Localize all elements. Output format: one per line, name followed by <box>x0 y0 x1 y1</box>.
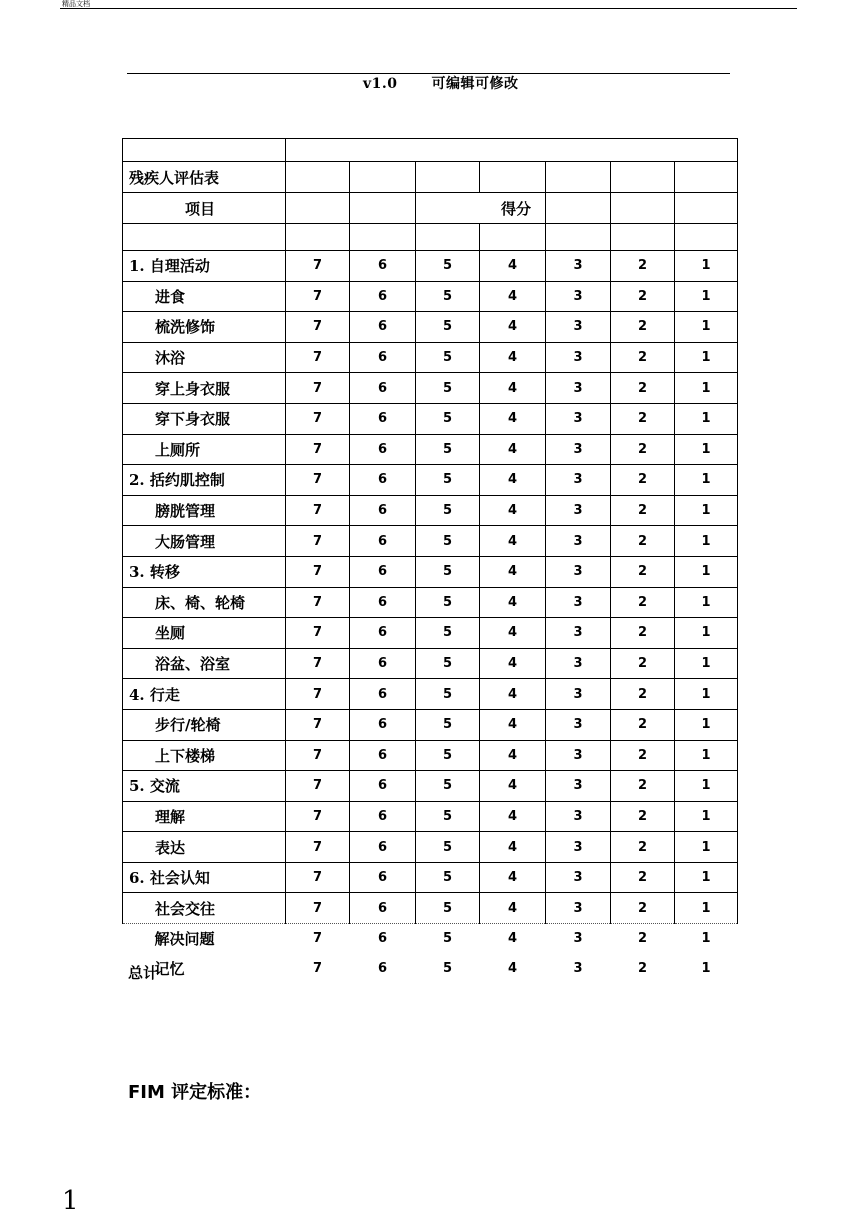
score-cell: 6 <box>350 679 416 710</box>
score-cell: 1 <box>675 495 738 526</box>
table-row <box>123 495 738 526</box>
score-cell: 4 <box>480 587 546 618</box>
score-cell: 7 <box>286 862 350 893</box>
item-label: 3. 转移 <box>123 556 286 587</box>
spacer-row <box>123 224 738 251</box>
score-cell: 1 <box>675 832 738 863</box>
score-cell: 4 <box>480 434 546 465</box>
score-cell: 1 <box>675 281 738 312</box>
editable-text: 可编辑可修改 <box>431 76 519 92</box>
score-cell: 7 <box>312 960 323 976</box>
score-cell: 7 <box>286 403 350 434</box>
item-label: 穿下身衣服 <box>123 403 286 434</box>
item-label: 大肠管理 <box>123 526 286 557</box>
score-cell: 2 <box>611 832 675 863</box>
score-cell: 7 <box>286 342 350 373</box>
score-cell: 2 <box>611 801 675 832</box>
score-cell: 2 <box>611 526 675 557</box>
score-cell: 3 <box>546 709 611 740</box>
item-label: 浴盆、浴室 <box>123 648 286 679</box>
score-cell: 1 <box>701 931 711 947</box>
score-cell: 6 <box>350 862 416 893</box>
score-cell: 1 <box>675 893 738 924</box>
item-label: 沐浴 <box>123 342 286 373</box>
score-cell: 4 <box>480 403 546 434</box>
score-cell: 5 <box>416 373 480 404</box>
score-cell: 5 <box>416 403 480 434</box>
score-cell: 5 <box>416 648 480 679</box>
score-cell: 3 <box>546 862 611 893</box>
score-cell: 3 <box>546 434 611 465</box>
score-cell: 2 <box>611 281 675 312</box>
version-line <box>363 73 519 93</box>
score-cell: 4 <box>480 618 546 649</box>
title-row <box>123 162 738 193</box>
item-label: 坐厕 <box>123 618 286 649</box>
table-row <box>123 434 738 465</box>
table-row <box>123 893 738 924</box>
score-cell: 5 <box>416 893 480 924</box>
score-cell: 5 <box>416 801 480 832</box>
item-label: 2. 括约肌控制 <box>123 465 286 496</box>
score-cell: 3 <box>546 312 611 343</box>
score-cell: 6 <box>350 740 416 771</box>
score-cell: 1 <box>675 465 738 496</box>
top-label: 精品文档 <box>62 0 90 8</box>
score-cell: 1 <box>675 771 738 802</box>
score-cell: 7 <box>286 465 350 496</box>
item-label: 穿上身衣服 <box>123 373 286 404</box>
item-label: 上下楼梯 <box>123 740 286 771</box>
score-cell: 2 <box>611 251 675 282</box>
score-cell: 1 <box>675 618 738 649</box>
score-cell: 4 <box>507 960 518 976</box>
score-cell: 3 <box>546 893 611 924</box>
score-cell: 1 <box>675 862 738 893</box>
table-row <box>123 618 738 649</box>
score-cell: 7 <box>286 312 350 343</box>
score-cell: 2 <box>611 893 675 924</box>
version-text: v1.0 <box>363 76 398 92</box>
score-cell: 4 <box>480 679 546 710</box>
score-cell: 4 <box>480 281 546 312</box>
score-cell: 4 <box>480 526 546 557</box>
top-rule <box>60 8 797 9</box>
score-cell: 2 <box>611 312 675 343</box>
score-cell: 2 <box>611 465 675 496</box>
header-row <box>123 193 738 224</box>
score-cell: 1 <box>675 251 738 282</box>
score-cell: 7 <box>286 587 350 618</box>
score-cell: 3 <box>546 679 611 710</box>
table-top-row <box>123 139 738 162</box>
score-cell: 7 <box>286 526 350 557</box>
item-label: 6. 社会认知 <box>123 862 286 893</box>
table-row <box>123 373 738 404</box>
item-header: 项目 <box>123 193 286 224</box>
score-cell: 7 <box>286 495 350 526</box>
score-cell: 1 <box>675 587 738 618</box>
score-cell: 2 <box>611 373 675 404</box>
score-cell: 4 <box>480 373 546 404</box>
score-cell: 4 <box>480 740 546 771</box>
item-label: 膀胱管理 <box>123 495 286 526</box>
item-label: 步行/轮椅 <box>123 709 286 740</box>
score-cell: 1 <box>675 679 738 710</box>
score-cell: 7 <box>286 618 350 649</box>
score-cell: 2 <box>637 960 648 976</box>
score-cell: 5 <box>416 556 480 587</box>
score-cell: 6 <box>350 403 416 434</box>
score-cell: 7 <box>286 251 350 282</box>
score-cell: 3 <box>546 373 611 404</box>
score-cell: 6 <box>377 960 388 976</box>
table-row <box>123 251 738 282</box>
table-row <box>123 556 738 587</box>
score-cell: 1 <box>675 740 738 771</box>
score-cell: 6 <box>350 648 416 679</box>
score-cell: 3 <box>546 740 611 771</box>
score-cell: 3 <box>546 251 611 282</box>
score-cell: 5 <box>416 465 480 496</box>
score-cell: 6 <box>350 801 416 832</box>
score-cell: 7 <box>286 373 350 404</box>
table-row <box>123 862 738 893</box>
score-cell: 5 <box>416 832 480 863</box>
item-label: 进食 <box>123 281 286 312</box>
score-cell: 4 <box>480 893 546 924</box>
total-label: 总计 <box>128 964 159 982</box>
score-cell: 3 <box>546 648 611 679</box>
table-row <box>123 709 738 740</box>
table-row <box>123 403 738 434</box>
score-cell: 5 <box>416 526 480 557</box>
score-cell: 1 <box>675 556 738 587</box>
table-row <box>123 342 738 373</box>
score-cell: 1 <box>675 526 738 557</box>
score-cell: 4 <box>480 251 546 282</box>
score-cell: 4 <box>480 862 546 893</box>
score-cell: 3 <box>546 618 611 649</box>
score-cell: 3 <box>546 495 611 526</box>
score-cell: 3 <box>573 931 583 947</box>
score-cell: 7 <box>286 740 350 771</box>
score-cell: 7 <box>312 931 323 947</box>
score-cell: 7 <box>286 679 350 710</box>
score-cell: 4 <box>480 648 546 679</box>
table-row <box>123 281 738 312</box>
score-cell: 5 <box>416 342 480 373</box>
table-row <box>123 740 738 771</box>
score-cell: 3 <box>546 771 611 802</box>
score-cell: 4 <box>480 465 546 496</box>
score-cell: 2 <box>611 556 675 587</box>
score-cell: 4 <box>480 556 546 587</box>
item-label: 床、椅、轮椅 <box>123 587 286 618</box>
score-cell: 4 <box>480 801 546 832</box>
item-label: 5. 交流 <box>123 771 286 802</box>
item-label: 上厕所 <box>123 434 286 465</box>
score-cell: 2 <box>611 618 675 649</box>
table-row <box>123 587 738 618</box>
score-cell: 5 <box>416 587 480 618</box>
score-cell: 5 <box>442 931 453 947</box>
score-cell: 2 <box>611 648 675 679</box>
score-cell: 7 <box>286 434 350 465</box>
score-cell: 6 <box>350 618 416 649</box>
score-cell: 1 <box>701 960 711 976</box>
score-cell: 1 <box>675 801 738 832</box>
score-cell: 5 <box>416 312 480 343</box>
score-cell: 3 <box>546 801 611 832</box>
score-cell: 5 <box>416 740 480 771</box>
table-row <box>123 924 738 954</box>
score-cell: 5 <box>416 771 480 802</box>
table-row <box>123 954 738 984</box>
score-cell: 6 <box>350 465 416 496</box>
score-cell: 4 <box>480 832 546 863</box>
table-row <box>123 465 738 496</box>
score-cell: 3 <box>546 403 611 434</box>
score-cell: 6 <box>350 251 416 282</box>
score-cell: 7 <box>286 709 350 740</box>
table-row <box>123 648 738 679</box>
score-cell: 5 <box>416 709 480 740</box>
score-cell: 1 <box>675 648 738 679</box>
score-cell: 5 <box>416 679 480 710</box>
score-cell: 6 <box>350 526 416 557</box>
page-number: 1 <box>62 1186 79 1216</box>
score-cell: 5 <box>442 960 453 976</box>
score-cell: 3 <box>573 960 583 976</box>
score-cell: 4 <box>480 495 546 526</box>
fim-criteria-title: FIM 评定标准： <box>128 1082 262 1103</box>
score-cell: 1 <box>675 373 738 404</box>
item-label: 理解 <box>123 801 286 832</box>
assessment-table <box>122 138 738 983</box>
score-cell: 2 <box>611 740 675 771</box>
score-cell: 3 <box>546 832 611 863</box>
score-cell: 3 <box>546 526 611 557</box>
score-cell: 2 <box>611 709 675 740</box>
score-cell: 4 <box>507 931 518 947</box>
score-cell: 4 <box>480 342 546 373</box>
score-cell: 7 <box>286 801 350 832</box>
table-row <box>123 679 738 710</box>
score-cell: 4 <box>480 312 546 343</box>
score-cell: 3 <box>546 587 611 618</box>
score-cell: 1 <box>675 709 738 740</box>
item-label: 解决问题 <box>154 930 215 949</box>
score-cell: 7 <box>286 648 350 679</box>
score-cell: 5 <box>416 618 480 649</box>
score-cell: 6 <box>350 709 416 740</box>
item-label: 4. 行走 <box>123 679 286 710</box>
score-cell: 4 <box>480 771 546 802</box>
score-cell: 6 <box>350 556 416 587</box>
score-cell: 7 <box>286 893 350 924</box>
score-cell: 6 <box>350 495 416 526</box>
score-cell: 2 <box>637 931 648 947</box>
score-cell: 6 <box>350 281 416 312</box>
score-cell: 2 <box>611 679 675 710</box>
score-cell: 7 <box>286 556 350 587</box>
form-title: 残疾人评估表 <box>123 162 286 193</box>
score-cell: 2 <box>611 403 675 434</box>
item-label: 表达 <box>123 832 286 863</box>
score-cell: 1 <box>675 312 738 343</box>
score-cell: 5 <box>416 251 480 282</box>
score-cell: 6 <box>377 931 388 947</box>
score-header: 得分 <box>416 193 546 224</box>
score-cell: 4 <box>480 709 546 740</box>
score-cell: 6 <box>350 342 416 373</box>
score-cell: 3 <box>546 342 611 373</box>
score-cell: 7 <box>286 771 350 802</box>
score-cell: 3 <box>546 556 611 587</box>
score-cell: 7 <box>286 832 350 863</box>
score-cell: 2 <box>611 342 675 373</box>
table-row <box>123 312 738 343</box>
score-cell: 5 <box>416 281 480 312</box>
score-cell: 6 <box>350 893 416 924</box>
score-cell: 2 <box>611 862 675 893</box>
item-label: 社会交往 <box>123 893 286 924</box>
score-cell: 2 <box>611 495 675 526</box>
score-cell: 6 <box>350 587 416 618</box>
score-cell: 6 <box>350 373 416 404</box>
item-label: 记忆 <box>154 959 185 978</box>
table-row <box>123 771 738 802</box>
score-cell: 5 <box>416 434 480 465</box>
table-row <box>123 801 738 832</box>
score-cell: 7 <box>286 281 350 312</box>
score-cell: 2 <box>611 434 675 465</box>
score-cell: 6 <box>350 312 416 343</box>
score-cell: 2 <box>611 771 675 802</box>
score-cell: 1 <box>675 403 738 434</box>
score-cell: 5 <box>416 495 480 526</box>
table-row <box>123 526 738 557</box>
score-cell: 1 <box>675 434 738 465</box>
score-cell: 1 <box>675 342 738 373</box>
table-row <box>123 832 738 863</box>
score-cell: 3 <box>546 465 611 496</box>
score-cell: 6 <box>350 434 416 465</box>
item-label: 1. 自理活动 <box>123 251 286 282</box>
score-cell: 6 <box>350 832 416 863</box>
score-cell: 5 <box>416 862 480 893</box>
score-cell: 2 <box>611 587 675 618</box>
item-label: 梳洗修饰 <box>123 312 286 343</box>
score-cell: 3 <box>546 281 611 312</box>
score-cell: 6 <box>350 771 416 802</box>
